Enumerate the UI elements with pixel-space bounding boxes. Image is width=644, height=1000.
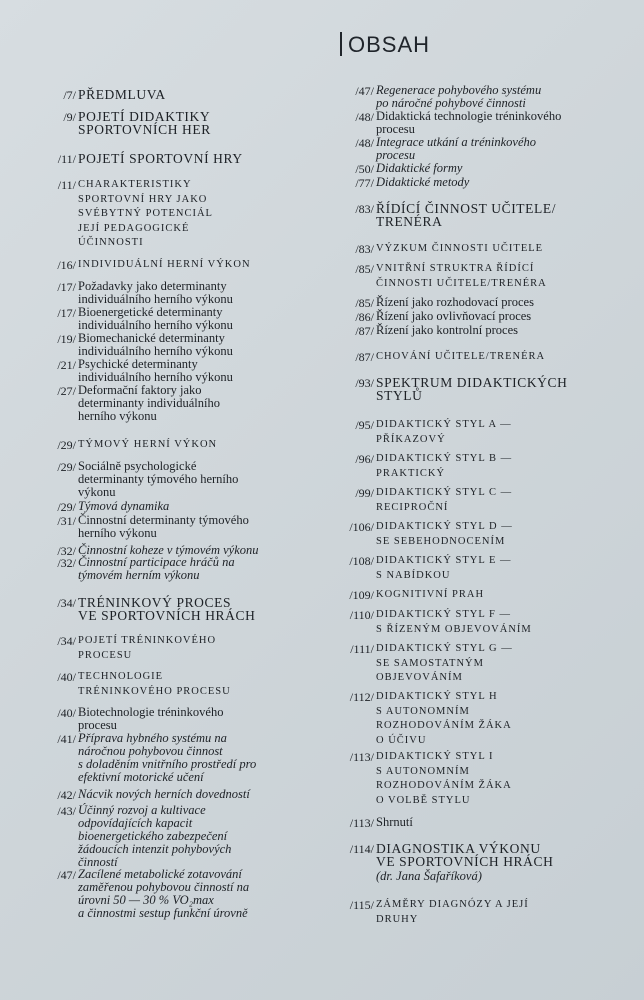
page-number: /42/ <box>57 788 76 802</box>
toc-entry <box>342 418 642 447</box>
entry-line: SE SAMOSTATNÝM <box>376 657 484 669</box>
page-number: /47/ <box>355 84 374 98</box>
entry-line: DIDAKTICKÝ STYL H <box>376 691 498 702</box>
entry-line: (dr. Jana Šafaříková) <box>376 869 482 883</box>
page-number: /29/ <box>57 460 76 474</box>
page-number: /29/ <box>57 500 76 514</box>
entry-line: žádoucích intenzit pohybových <box>78 842 232 856</box>
page-number: /34/ <box>57 596 76 610</box>
entry-line: Požadavky jako determinanty <box>78 279 227 293</box>
entry-line: DIDAKTICKÝ STYL F — <box>376 609 511 620</box>
entry-line: OBJEVOVÁNÍM <box>376 672 463 683</box>
toc-entry <box>40 152 340 165</box>
entry-title <box>78 438 340 453</box>
entry-title <box>376 870 642 883</box>
toc-entry <box>342 242 642 257</box>
toc-right-column <box>342 0 642 1000</box>
entry-line: Psychické determinanty <box>78 357 198 371</box>
entry-line: a činnostmi sestup funkční úrovně <box>78 906 248 920</box>
toc-entry <box>40 460 340 499</box>
toc-entry <box>40 306 340 332</box>
entry-line: Řízení jako ovlivňovací proces <box>376 309 532 323</box>
entry-line: DIDAKTICKÝ STYL E — <box>376 555 512 566</box>
page-number: /96/ <box>355 452 374 466</box>
entry-title <box>376 816 642 829</box>
entry-title <box>78 306 340 332</box>
toc-entry <box>40 804 340 869</box>
toc-entry <box>342 84 642 110</box>
entry-line: ŘÍDÍCÍ ČINNOST UČITELE/ <box>376 201 557 216</box>
entry-title <box>78 332 340 358</box>
page-number: /112/ <box>349 690 374 704</box>
toc-entry <box>40 732 340 784</box>
entry-title <box>376 588 642 603</box>
entry-line: Didaktická technologie tréninkového <box>376 109 562 123</box>
entry-title <box>78 634 340 663</box>
entry-title <box>376 310 642 323</box>
entry-line: SVÉBYTNÝ POTENCIÁL <box>78 208 213 219</box>
page-number: /111/ <box>350 642 374 656</box>
entry-title <box>78 788 340 801</box>
entry-line: Řízení jako rozhodovací proces <box>376 295 534 309</box>
entry-line: ČINNOSTI UČITELE/TRENÉRA <box>376 277 547 289</box>
entry-line: odpovídajících kapacit <box>78 816 193 830</box>
entry-line: ZÁMĚRY DIAGNÓZY A JEJÍ <box>376 899 529 910</box>
toc-entry <box>342 310 642 323</box>
page-number: /40/ <box>57 670 76 684</box>
toc-entry <box>40 500 340 513</box>
toc-entry <box>342 816 642 829</box>
toc-entry <box>40 88 340 101</box>
toc-entry <box>342 262 642 291</box>
toc-entry <box>342 554 642 583</box>
entry-line: SPORTOVNÍCH HER <box>78 122 211 137</box>
entry-title <box>376 162 642 175</box>
page-title-text: OBSAH <box>348 32 431 57</box>
entry-line: výkonu <box>78 485 116 499</box>
entry-line: bioenergetického zabezpečení <box>78 829 228 843</box>
entry-line: DIDAKTICKÝ STYL G — <box>376 643 513 654</box>
entry-line: individuálního herního výkonu <box>78 292 233 306</box>
page-number: /83/ <box>355 242 374 256</box>
entry-line: ROZHODOVÁNÍM ŽÁKA <box>376 780 512 791</box>
entry-title <box>78 596 340 622</box>
toc-entry <box>40 358 340 384</box>
entry-line: POJETÍ TRÉNINKOVÉHO <box>78 635 217 646</box>
entry-line: DIDAKTICKÝ STYL I <box>376 751 494 762</box>
entry-line: individuálního herního výkonu <box>78 370 233 384</box>
page-number: /113/ <box>349 750 374 764</box>
toc-entry <box>40 178 340 251</box>
entry-line: PRAKTICKÝ <box>376 467 446 479</box>
entry-line: DIDAKTICKÝ STYL D — <box>376 521 513 532</box>
entry-line: DIDAKTICKÝ STYL A — <box>376 419 512 430</box>
entry-title <box>78 804 340 869</box>
page-number: /21/ <box>57 358 76 372</box>
page-number: /114/ <box>349 842 374 856</box>
entry-title <box>376 486 642 515</box>
entry-line: TRENÉRA <box>376 214 443 229</box>
page-number: /43/ <box>57 804 76 818</box>
entry-line: DIDAKTICKÝ STYL C — <box>376 487 513 498</box>
entry-line: týmovém herním výkonu <box>78 568 200 582</box>
toc-entry <box>342 110 642 136</box>
page-number: /106/ <box>349 520 374 534</box>
entry-line: KOGNITIVNÍ PRAH <box>376 589 485 600</box>
entry-title <box>78 258 340 273</box>
toc-entry <box>342 202 642 228</box>
entry-title <box>78 868 340 920</box>
toc-entry <box>342 898 642 927</box>
toc-entry <box>342 376 642 402</box>
page-number: /11/ <box>57 178 76 192</box>
entry-title <box>376 376 642 402</box>
entry-line: s doladěním vnitřního prostředí pro <box>78 757 257 771</box>
entry-line: procesu <box>376 122 415 136</box>
entry-line: TECHNOLOGIE <box>78 671 164 682</box>
entry-line: POJETÍ DIDAKTIKY <box>78 109 211 124</box>
entry-line: determinanty týmového herního <box>78 472 239 486</box>
entry-title <box>78 110 340 136</box>
entry-title <box>78 358 340 384</box>
entry-title <box>376 324 642 337</box>
toc-entry <box>40 634 340 663</box>
entry-line: efektivní motorické učení <box>78 770 204 784</box>
entry-title <box>376 296 642 309</box>
entry-title <box>376 842 642 868</box>
page-number: /19/ <box>57 332 76 346</box>
entry-title <box>376 202 642 228</box>
page-number: /16/ <box>57 258 76 272</box>
entry-title <box>376 898 642 927</box>
entry-line: Nácvik nových herních dovedností <box>78 787 250 801</box>
toc-entry <box>40 514 340 540</box>
entry-line: Činnostní participace hráčů na <box>78 555 235 569</box>
entry-line: DRUHY <box>376 913 419 925</box>
page-number: /77/ <box>355 176 374 190</box>
entry-line: Regenerace pohybového systému <box>376 83 542 97</box>
entry-line: Činnostní koheze v týmovém výkonu <box>78 543 259 557</box>
toc-entry <box>342 296 642 309</box>
entry-title <box>376 690 642 748</box>
toc-entry <box>342 642 642 686</box>
entry-line: náročnou pohybovou činnost <box>78 744 223 758</box>
entry-line: PŘÍKAZOVÝ <box>376 433 446 445</box>
page-number: /34/ <box>57 634 76 648</box>
page-number: /17/ <box>57 280 76 294</box>
toc-left-column <box>40 0 340 1000</box>
entry-line: Zacílené metabolické zotavování <box>78 867 242 881</box>
entry-line: S NABÍDKOU <box>376 569 451 581</box>
entry-title <box>78 152 340 165</box>
toc-entry <box>342 690 642 748</box>
toc-entry <box>40 280 340 306</box>
entry-title <box>78 514 340 540</box>
page-number: /108/ <box>349 554 374 568</box>
entry-line: VNITŘNÍ STRUKTRA ŘÍDÍCÍ <box>376 263 535 274</box>
entry-line: Biotechnologie tréninkového <box>78 705 224 719</box>
entry-title <box>78 460 340 499</box>
entry-line: Týmová dynamika <box>78 499 170 513</box>
entry-line: PŘEDMLUVA <box>78 87 166 102</box>
entry-line: procesu <box>78 718 117 732</box>
entry-line: TRÉNINKOVÝ PROCES <box>78 595 232 610</box>
entry-line: JEJÍ PEDAGOGICKÉ <box>78 222 190 234</box>
entry-line: Didaktické formy <box>376 161 463 175</box>
entry-line: RECIPROČNÍ <box>376 501 449 513</box>
entry-title <box>376 642 642 686</box>
entry-title <box>78 732 340 784</box>
entry-line: DIAGNOSTIKA VÝKONU <box>376 841 541 856</box>
entry-line: S AUTONOMNÍM <box>376 705 470 717</box>
entry-title <box>376 418 642 447</box>
page-number: /109/ <box>349 588 374 602</box>
page-number: /86/ <box>355 310 374 324</box>
entry-line: Účinný rozvoj a kultivace <box>78 803 206 817</box>
page-number: /31/ <box>57 514 76 528</box>
page-number: /29/ <box>57 438 76 452</box>
page-number: /9/ <box>63 110 76 124</box>
entry-line: Bioenergetické determinanty <box>78 305 223 319</box>
entry-line: Činnostní determinanty týmového <box>78 513 249 527</box>
entry-line: VE SPORTOVNÍCH HRÁCH <box>376 854 554 869</box>
entry-title <box>376 84 642 110</box>
toc-entry <box>40 596 340 622</box>
page-number: /17/ <box>57 306 76 320</box>
page-number: /110/ <box>349 608 374 622</box>
toc-entry <box>342 520 642 549</box>
toc-entry <box>40 332 340 358</box>
page-number: /50/ <box>355 162 374 176</box>
entry-line: herního výkonu <box>78 409 157 423</box>
entry-title <box>78 280 340 306</box>
entry-line: herního výkonu <box>78 526 157 540</box>
entry-title <box>376 520 642 549</box>
entry-line: O ÚČIVU <box>376 734 427 746</box>
page-number: /83/ <box>355 202 374 216</box>
page-number: /41/ <box>57 732 76 746</box>
toc-entry <box>40 556 340 582</box>
toc-entry <box>342 176 642 189</box>
toc-entry <box>342 350 642 365</box>
entry-title <box>78 500 340 513</box>
entry-title <box>78 556 340 582</box>
entry-title <box>376 452 642 481</box>
toc-entry <box>342 842 642 868</box>
toc-entry <box>342 324 642 337</box>
entry-line: individuálního herního výkonu <box>78 318 233 332</box>
page-number: /40/ <box>57 706 76 720</box>
entry-title <box>376 242 642 257</box>
entry-title <box>78 706 340 732</box>
page-number: /11/ <box>57 152 76 166</box>
toc-entry <box>40 788 340 801</box>
page-number: /93/ <box>355 376 374 390</box>
page-number: /85/ <box>355 296 374 310</box>
entry-title <box>78 178 340 251</box>
entry-line: SPEKTRUM DIDAKTICKÝCH <box>376 375 568 390</box>
entry-line: S ŘÍZENÝM OBJEVOVÁNÍM <box>376 623 532 635</box>
entry-title <box>78 670 340 699</box>
entry-title <box>376 608 642 637</box>
entry-line: Deformační faktory jako <box>78 383 202 397</box>
entry-line: ROZHODOVÁNÍM ŽÁKA <box>376 720 512 731</box>
toc-entry <box>342 870 642 883</box>
entry-title <box>376 176 642 189</box>
entry-line: Příprava hybného systému na <box>78 731 227 745</box>
toc-entry <box>342 608 642 637</box>
entry-line: Řízení jako kontrolní proces <box>376 323 518 337</box>
entry-title <box>376 262 642 291</box>
page-number: /95/ <box>355 418 374 432</box>
entry-line: INDIVIDUÁLNÍ HERNÍ VÝKON <box>78 259 251 270</box>
entry-line: STYLŮ <box>376 388 423 403</box>
entry-line: VÝZKUM ČINNOSTI UČITELE <box>376 243 544 254</box>
page-number: /87/ <box>355 350 374 364</box>
toc-entry <box>342 162 642 175</box>
toc-entry <box>342 452 642 481</box>
entry-line: úrovni 50 — 30 % VO₂max <box>78 893 214 907</box>
toc-entry <box>342 136 642 162</box>
entry-title <box>376 110 642 136</box>
page-number: /87/ <box>355 324 374 338</box>
entry-line: Biomechanické determinanty <box>78 331 225 345</box>
page-number: /115/ <box>349 898 374 912</box>
entry-line: SPORTOVNÍ HRY JAKO <box>78 193 208 205</box>
entry-line: S AUTONOMNÍM <box>376 765 470 777</box>
entry-title <box>376 350 642 365</box>
entry-line: ÚČINNOSTI <box>78 237 144 248</box>
toc-entry <box>342 588 642 603</box>
entry-line: TÝMOVÝ HERNÍ VÝKON <box>78 439 218 450</box>
entry-line: Sociálně psychologické <box>78 459 197 473</box>
page-number: /85/ <box>355 262 374 276</box>
toc-entry <box>40 384 340 423</box>
entry-line: po náročné pohybové činnosti <box>376 96 526 110</box>
entry-title <box>78 88 340 101</box>
entry-line: CHARAKTERISTIKY <box>78 179 192 190</box>
toc-entry <box>40 868 340 920</box>
entry-title <box>376 554 642 583</box>
page-number: /48/ <box>355 110 374 124</box>
page-number: /47/ <box>57 868 76 882</box>
page-number: /7/ <box>63 88 76 102</box>
toc-entry <box>40 670 340 699</box>
entry-line: O VOLBĚ STYLU <box>376 794 471 806</box>
entry-line: činností <box>78 855 118 869</box>
entry-line: zaměřenou pohybovou činností na <box>78 880 250 894</box>
entry-title <box>78 384 340 423</box>
entry-line: VE SPORTOVNÍCH HRÁCH <box>78 608 256 623</box>
entry-line: SE SEBEHODNOCENÍM <box>376 535 506 547</box>
entry-line: determinanty individuálního <box>78 396 220 410</box>
toc-entry <box>342 486 642 515</box>
entry-line: CHOVÁNÍ UČITELE/TRENÉRA <box>376 351 546 362</box>
entry-line: Integrace utkání a tréninkového <box>376 135 537 149</box>
entry-line: Shrnutí <box>376 815 413 829</box>
toc-entry <box>40 706 340 732</box>
toc-entry <box>342 750 642 808</box>
entry-line: individuálního herního výkonu <box>78 344 233 358</box>
page-number: /48/ <box>355 136 374 150</box>
entry-line: TRÉNINKOVÉHO PROCESU <box>78 685 231 697</box>
page-number: /113/ <box>349 816 374 830</box>
page-number: /99/ <box>355 486 374 500</box>
entry-title <box>376 750 642 808</box>
entry-line: POJETÍ SPORTOVNÍ HRY <box>78 151 243 166</box>
entry-title <box>376 136 642 162</box>
entry-line: DIDAKTICKÝ STYL B — <box>376 453 513 464</box>
toc-entry <box>40 438 340 453</box>
page-number: /27/ <box>57 384 76 398</box>
page-number: /32/ <box>57 556 76 570</box>
toc-entry <box>40 258 340 273</box>
page-number: /32/ <box>57 544 76 558</box>
entry-line: procesu <box>376 148 416 162</box>
entry-line: PROCESU <box>78 649 133 661</box>
entry-line: Didaktické metody <box>376 175 470 189</box>
toc-entry <box>40 110 340 136</box>
